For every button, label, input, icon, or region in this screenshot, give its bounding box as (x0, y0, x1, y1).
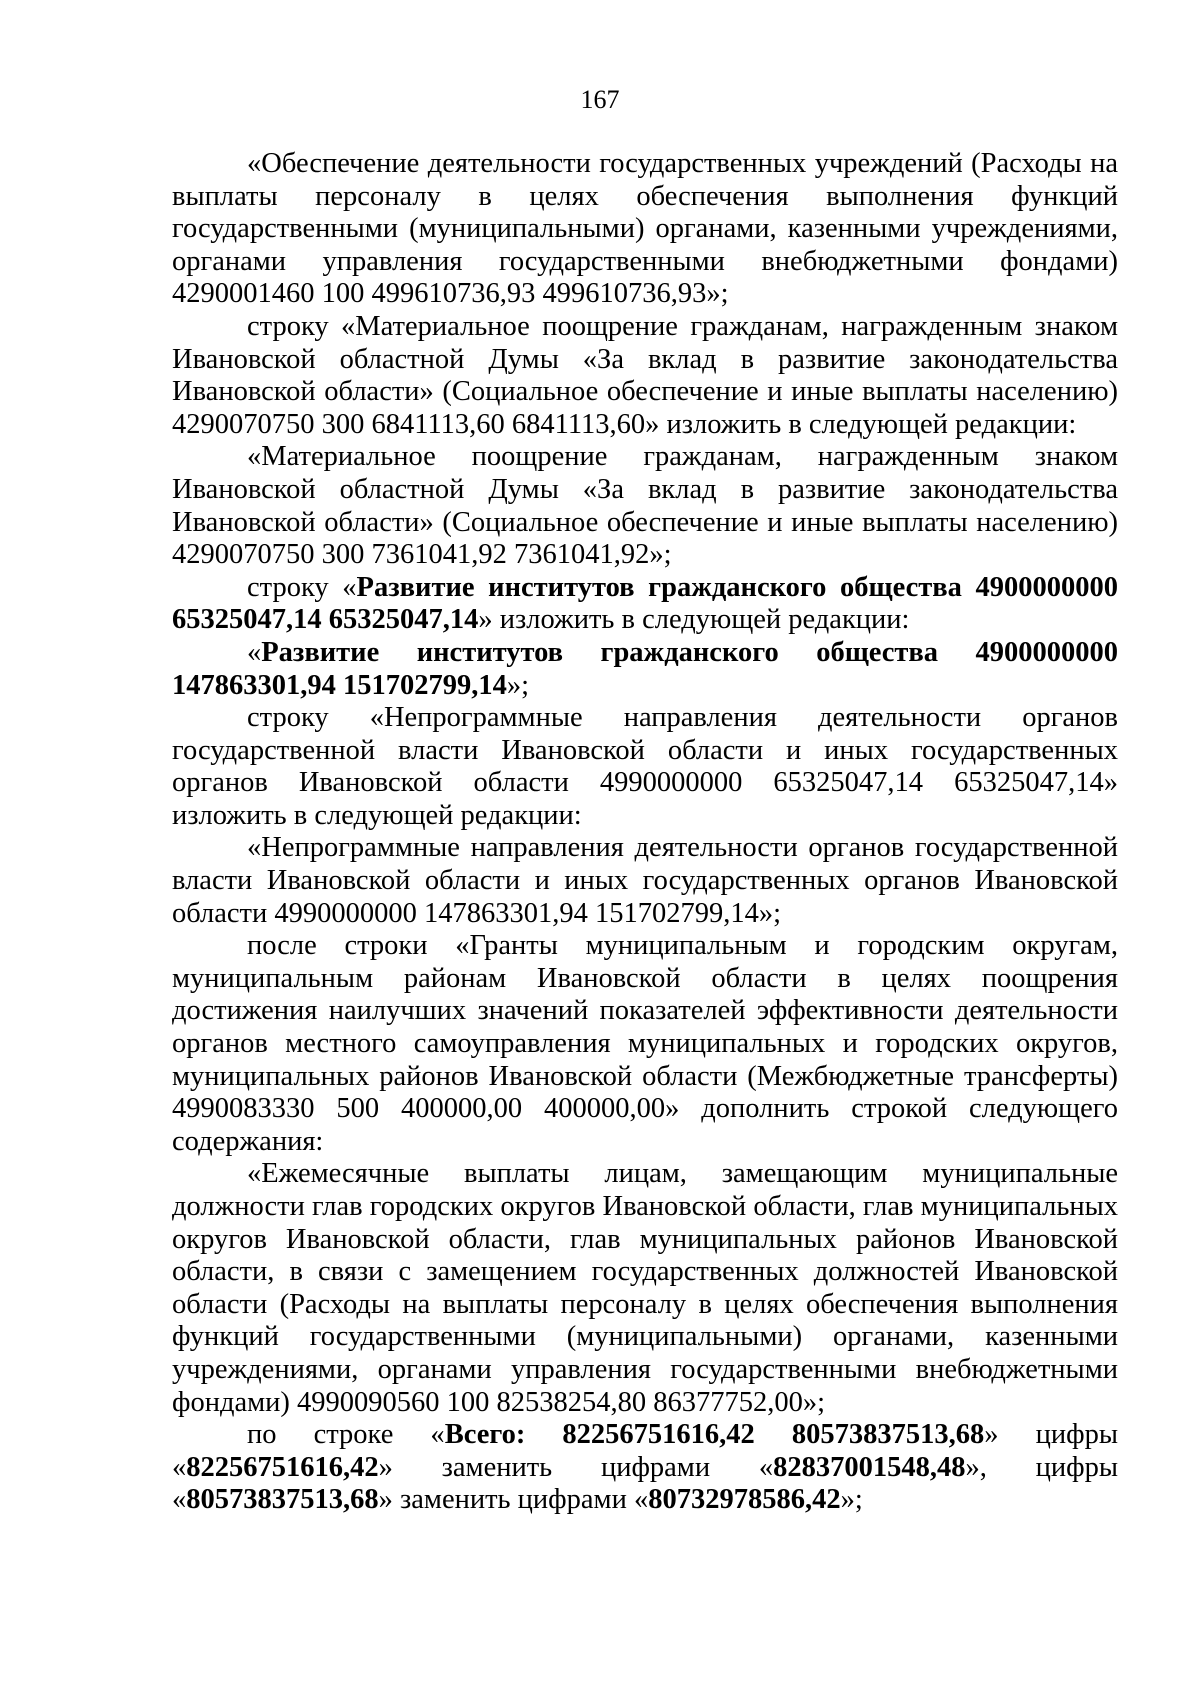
bold-text-run: Всего: 82256751616,42 80573837513,68 (444, 1419, 985, 1451)
bold-text-run: Развитие институтов гражданского общества 4900000000 147863301,94 151702799,14 (172, 636, 1118, 701)
text-run: « (247, 636, 262, 668)
page-number: 167 (580, 85, 620, 114)
paragraph (172, 1158, 1118, 1419)
paragraph (172, 572, 1118, 637)
paragraph (172, 702, 1118, 832)
paragraph (172, 637, 1118, 702)
text-run: » цифры « (172, 1419, 1118, 1483)
text-run: «Материальное поощрение гражданам, награжденным знаком Ивановской областной Думы «За вклад в развитие законодательства Ивановской области» (Социальное обеспечение и иные выплаты населению) 4290070750 300 7361041,92 7361041,92»; (172, 441, 1118, 571)
text-run: после строки «Гранты муниципальным и городским округам, муниципальным районам Ивановской области в целях поощрения достижения наилучших значений показателей эффективности деятельности органов местного самоуправления муниципальных и городских округов, муниципальных районов Ивановской области (Межбюджетные трансферты) 4990083330 500 400000,00 400000,00» дополнить строкой следующего содержания: (172, 930, 1118, 1157)
text-run: «Ежемесячные выплаты лицам, замещающим муниципальные должности глав городских округов Ивановской области, глав муниципальных округов Ивановской области, глав муниципальных районов Ивановской области, в связи с замещением государственных должностей Ивановской области (Расходы на выплаты персоналу в целях обеспечения выполнения функций государственными (муниципальными) органами, казенными учреждениями, органами управления государственными внебюджетными фондами) 4990090560 100 82538254,80 86377752,00»; (172, 1158, 1118, 1418)
text-run: » заменить цифрами « (378, 1451, 774, 1483)
paragraph (172, 930, 1118, 1158)
text-run: »; (506, 669, 530, 701)
text-run: »; (840, 1484, 863, 1516)
bold-text-run: 80732978586,42 (648, 1484, 841, 1516)
text-run: строку «Непрограммные направления деятельности органов государственной власти Ивановской области и иных государственных органов Ивановской области 4990000000 65325047,14 65325047,14» изложить в следующей редакции: (172, 702, 1118, 831)
text-run: » заменить цифрами « (378, 1484, 649, 1516)
document-body (172, 148, 1118, 1517)
paragraph (172, 311, 1118, 441)
text-run: по строке « (247, 1419, 445, 1451)
bold-text-run: Развитие институтов гражданского общества 4900000000 65325047,14 65325047,14 (172, 571, 1119, 636)
text-run: «Непрограммные направления деятельности органов государственной власти Ивановской области и иных государственных органов Ивановской области 4990000000 147863301,94 151702799,14»; (172, 832, 1118, 929)
text-run: » изложить в следующей редакции: (478, 604, 910, 636)
paragraph (172, 832, 1118, 930)
paragraph (172, 441, 1118, 571)
bold-text-run: 82837001548,48 (773, 1451, 966, 1483)
bold-text-run: 80573837513,68 (186, 1484, 379, 1516)
paragraph (172, 1419, 1118, 1517)
text-run: «Обеспечение деятельности государственных учреждений (Расходы на выплаты персоналу в целях обеспечения выполнения функций государственными (муниципальными) органами, казенными учреждениями, органами управления государственными внебюджетными фондами) 4290001460 100 499610736,93 499610736,93»; (172, 148, 1118, 310)
text-run: строку « (247, 571, 357, 603)
text-run: », цифры « (172, 1451, 1118, 1516)
text-run: строку «Материальное поощрение гражданам, награжденным знаком Ивановской областной Думы «За вклад в развитие законодательства Ивановской области» (Социальное обеспечение и иные выплаты населению) 4290070750 300 6841113,60 6841113,60» изложить в следующей редакции: (172, 310, 1118, 440)
paragraph (172, 148, 1118, 311)
bold-text-run: 82256751616,42 (186, 1451, 379, 1483)
